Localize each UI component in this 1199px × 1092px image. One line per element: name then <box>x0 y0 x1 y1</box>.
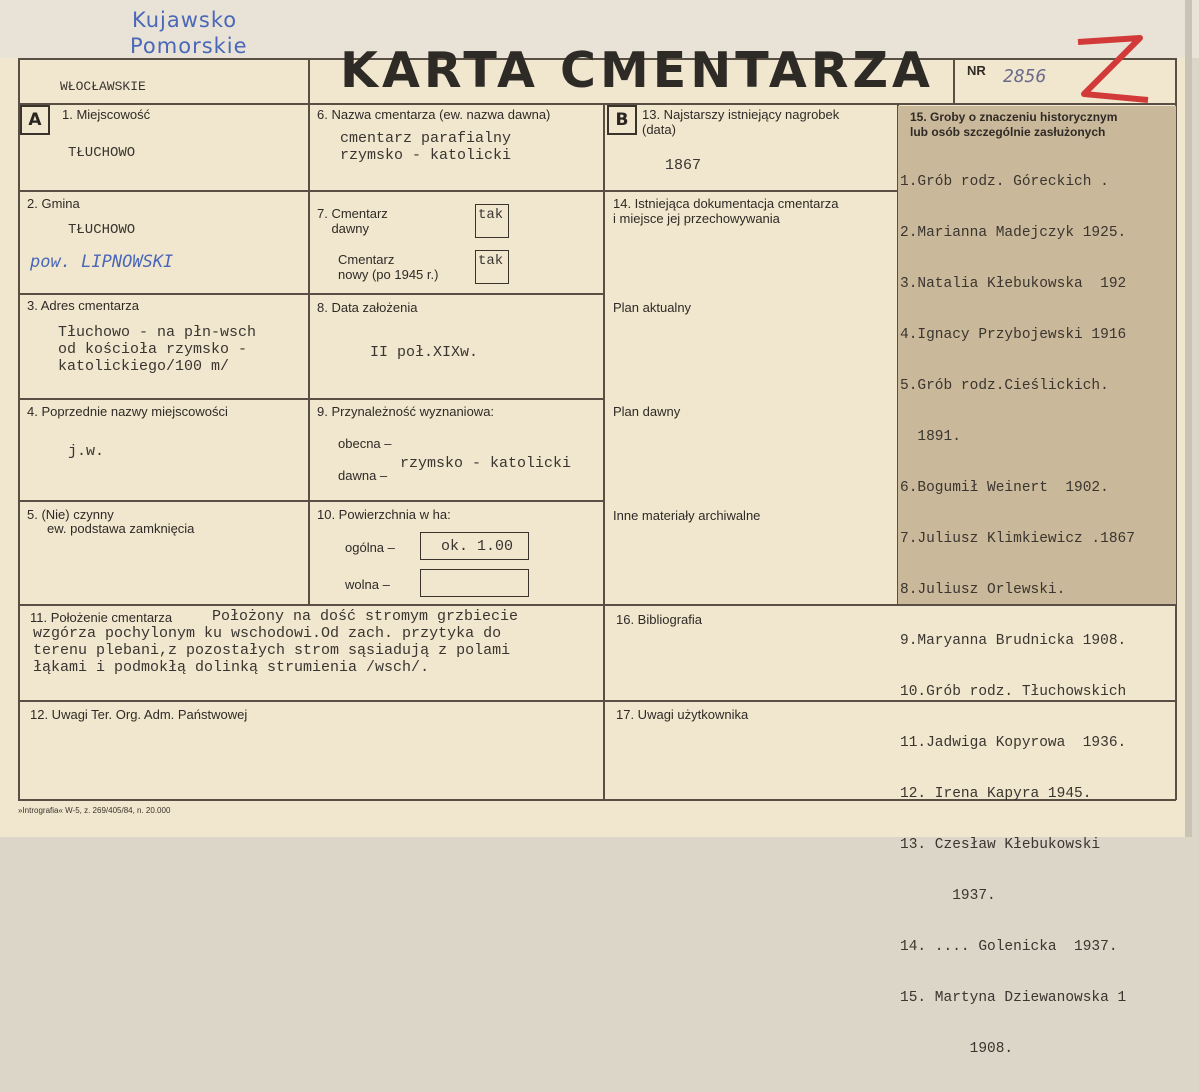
grave-entry: 1937. <box>900 888 996 904</box>
field-16-label: 16. Bibliografia <box>616 612 702 627</box>
rule <box>603 103 605 800</box>
field-14-label: 14. Istniejąca dokumentacja cmentarza i miejsce jej przechowywania <box>613 196 839 226</box>
grave-entry: 1891. <box>900 429 961 445</box>
rule <box>18 190 308 192</box>
field-15-label: 15. Groby o znaczeniu historycznym lub osób szczególnie zasłużonych <box>910 110 1118 139</box>
field-10-free-label: wolna – <box>345 577 390 592</box>
card-edge <box>1185 0 1192 837</box>
print-footer: »Intrografia« W-5, z. 269/405/84, n. 20.000 <box>18 806 171 815</box>
rule <box>18 103 1176 105</box>
field-2-label: 2. Gmina <box>27 196 80 211</box>
field-7-old-value: tak <box>478 207 504 223</box>
card-number: 2856 <box>1003 66 1047 87</box>
region-stamp-line2: Pomorskie <box>130 34 248 58</box>
grave-entry: 10.Grób rodz. Tłuchowskich <box>900 684 1127 700</box>
grave-entry: 4.Ignacy Przybojewski 1916 <box>900 327 1127 343</box>
rule <box>603 190 898 192</box>
nr-label: NR <box>967 63 986 78</box>
page-title: KARTA CMENTARZA <box>340 42 934 99</box>
rule <box>308 398 603 400</box>
field-11-value-first: Położony na dość stromym grzbiecie <box>212 608 519 625</box>
field-1-value: TŁUCHOWO <box>68 145 136 161</box>
field-17-label: 17. Uwagi użytkownika <box>616 707 749 722</box>
rule <box>308 58 310 104</box>
grave-entry: 14. .... Golenicka 1937. <box>900 939 1118 955</box>
other-materials-label: Inne materiały archiwalne <box>613 508 761 523</box>
rule <box>308 190 603 192</box>
rule <box>18 58 20 800</box>
field-6-label: 6. Nazwa cmentarza (ew. nazwa dawna) <box>317 107 551 122</box>
field-2-handwritten: pow. LIPNOWSKI <box>30 252 174 272</box>
field-10-total-value: ok. 1.00 <box>441 538 514 555</box>
grave-entry: 5.Grób rodz.Cieślickich. <box>900 378 1109 394</box>
rule <box>308 500 603 502</box>
field-3-label: 3. Adres cmentarza <box>27 298 139 313</box>
region-stamp-line1: Kujawsko <box>132 8 238 32</box>
plan-old-label: Plan dawny <box>613 404 681 419</box>
field-7-new-label: Cmentarz nowy (po 1945 r.) <box>338 252 439 282</box>
field-8-label: 8. Data założenia <box>317 300 418 315</box>
grave-entry: 12. Irena Kapyra 1945. <box>900 786 1092 802</box>
field-11-label: 11. Położenie cmentarza <box>30 610 173 625</box>
field-5-label: 5. (Nie) czynny <box>27 507 114 522</box>
grave-entry: 9.Maryanna Brudnicka 1908. <box>900 633 1127 649</box>
red-z-mark <box>1070 30 1150 106</box>
field-12-label: 12. Uwagi Ter. Org. Adm. Państwowej <box>30 707 248 722</box>
field-4-value: j.w. <box>68 443 105 460</box>
grave-entry: 1908. <box>900 1041 1014 1057</box>
grave-entry: 6.Bogumił Weinert 1902. <box>900 480 1109 496</box>
grave-entry: 8.Juliusz Orlewski. <box>900 582 1066 598</box>
grave-entry: 7.Juliusz Klimkiewicz .1867 <box>900 531 1135 547</box>
field-7-new-box <box>475 250 509 284</box>
grave-entry: 13. Czesław Kłebukowski <box>900 837 1101 853</box>
field-8-value: II poł.XIXw. <box>370 344 479 361</box>
field-10-total-label: ogólna – <box>345 540 395 555</box>
voivodeship: WŁOCŁAWSKIE <box>60 79 146 94</box>
rule <box>308 103 310 605</box>
grave-entry: 1.Grób rodz. Góreckich . <box>900 174 1109 190</box>
rule <box>18 293 308 295</box>
field-3-value: Tłuchowo - na płn-wsch od kościoła rzymsko - katolickiego/100 m/ <box>58 324 257 375</box>
field-2-value: TŁUCHOWO <box>68 222 136 238</box>
rule <box>18 398 308 400</box>
field-1-label: 1. Miejscowość <box>62 107 151 122</box>
field-15-entries <box>900 140 1135 1092</box>
grave-entry: 2.Marianna Madejczyk 1925. <box>900 225 1127 241</box>
field-6-value: cmentarz parafialny rzymsko - katolicki <box>340 130 512 164</box>
field-10-label: 10. Powierzchnia w ha: <box>317 507 451 522</box>
section-a-marker: A <box>20 105 50 135</box>
field-13-label: 13. Najstarszy istniejący nagrobek (data) <box>642 107 840 137</box>
rule <box>953 58 955 104</box>
field-9-value: rzymsko - katolicki <box>400 455 572 472</box>
field-11-value-rest: wzgórza pochylonym ku wschodowi.Od zach. przytyka do terenu plebani,z pozostałych strom sąsiadują z polami łąkami i podmokłą dolinką strumienia /wsch/. <box>33 625 511 676</box>
field-7-old-box <box>475 204 509 238</box>
rule <box>18 500 308 502</box>
plan-current-label: Plan aktualny <box>613 300 692 315</box>
section-b-marker: B <box>607 105 637 135</box>
field-4-label: 4. Poprzednie nazwy miejscowości <box>27 404 228 419</box>
field-10-total-box <box>420 532 529 560</box>
field-13-value: 1867 <box>665 157 702 174</box>
grave-entry: 15. Martyna Dziewanowska 1 <box>900 990 1127 1006</box>
field-9-current-label: obecna – <box>338 436 392 451</box>
field-7-new-value: tak <box>478 253 504 269</box>
field-10-free-box <box>420 569 529 597</box>
field-7-old-label: 7. Cmentarz dawny <box>317 206 388 236</box>
field-9-past-label: dawna – <box>338 468 388 483</box>
grave-entry: 11.Jadwiga Kopyrowa 1936. <box>900 735 1127 751</box>
grave-entry: 3.Natalia Kłebukowska 192 <box>900 276 1127 292</box>
rule <box>308 293 603 295</box>
field-5-label2: ew. podstawa zamknięcia <box>47 521 195 536</box>
field-9-label: 9. Przynależność wyznaniowa: <box>317 404 495 419</box>
